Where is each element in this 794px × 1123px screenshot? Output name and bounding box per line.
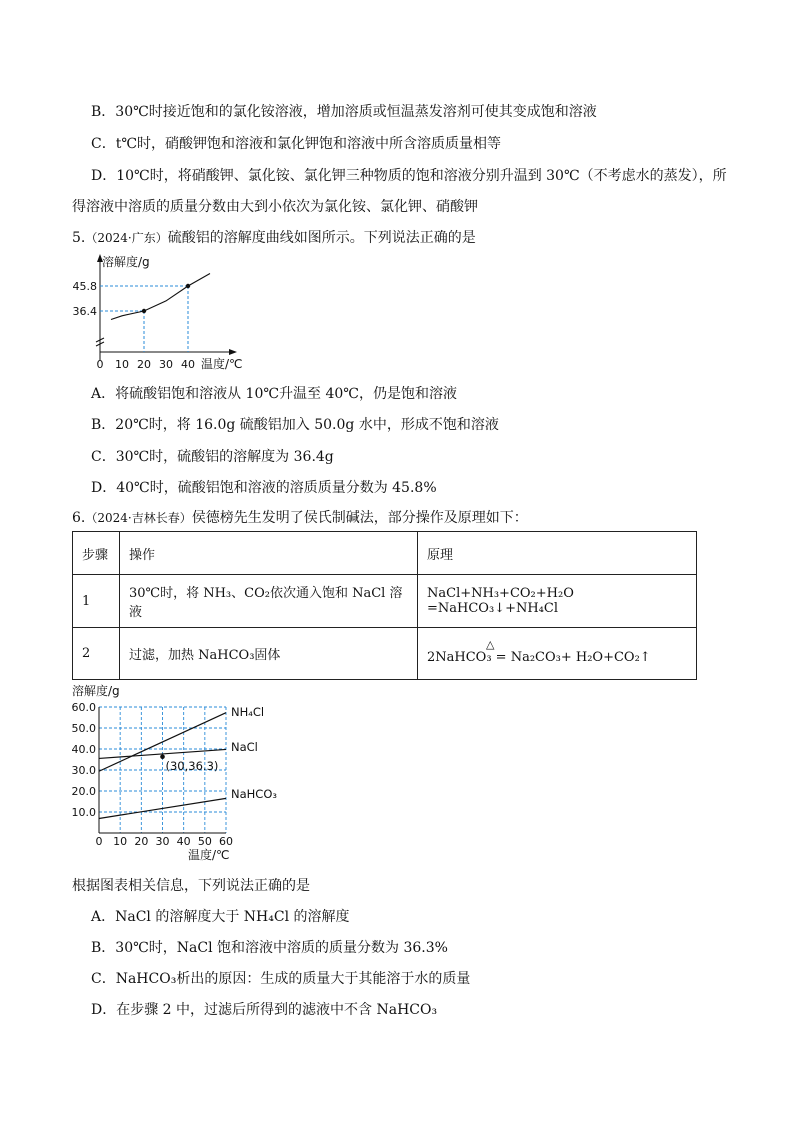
chart-al2so43-solubility bbox=[72, 250, 260, 375]
c1-x-tick-label: 20 bbox=[137, 358, 151, 371]
q5-option-c: C．30℃时，硫酸铝的溶解度为 36.4g bbox=[91, 449, 334, 465]
q6-option-d: D．在步骤 2 中，过滤后所得到的滤液中不含 NaHCO₃ bbox=[91, 1002, 438, 1018]
q6-option-c: C．NaHCO₃析出的原因：生成的质量大于其能溶于水的质量 bbox=[91, 971, 471, 987]
c2-x-tick-label: 10 bbox=[113, 835, 128, 848]
c1-y-tick-label: 45.8 bbox=[72, 279, 97, 293]
c2-x-tick-label: 60 bbox=[219, 835, 233, 848]
row1-step: 1 bbox=[73, 575, 120, 628]
q5-option-b: B．20℃时，将 16.0g 硫酸铝加入 50.0g 水中，形成不饱和溶液 bbox=[91, 417, 499, 433]
c2-y-label: 溶解度/g bbox=[72, 684, 120, 698]
c1-x-tick-label: 30 bbox=[159, 358, 173, 371]
q6-option-b: B．30℃时，NaCl 饱和溶液中溶质的质量分数为 36.3% bbox=[91, 940, 448, 956]
q6-steps-table bbox=[72, 531, 697, 680]
q6-option-a: A．NaCl 的溶解度大于 NH₄Cl 的溶解度 bbox=[91, 909, 350, 925]
q5-stem bbox=[72, 227, 476, 247]
row2-step: 2 bbox=[73, 628, 120, 680]
c2-series-line bbox=[99, 798, 226, 818]
c2-series-label: NaHCO₃ bbox=[231, 787, 277, 801]
c2-x-tick-label: 0 bbox=[95, 835, 103, 848]
c2-x-tick-label: 50 bbox=[197, 835, 212, 848]
q6-number: 6. bbox=[72, 510, 86, 526]
c1-x-tick-label: 40 bbox=[181, 358, 195, 371]
row2-principle bbox=[418, 628, 697, 680]
c1-x-arrow bbox=[229, 349, 237, 355]
c2-y-tick-label: 30.0 bbox=[71, 764, 96, 777]
c1-x-label: 温度/℃ bbox=[201, 357, 243, 371]
c2-series-label: NaCl bbox=[231, 740, 258, 754]
c2-y-tick-label: 20.0 bbox=[71, 785, 96, 798]
c2-annotation-label: (30,36.3) bbox=[165, 758, 219, 773]
q6-prompt: 根据图表相关信息，下列说法正确的是 bbox=[72, 878, 310, 894]
q6-stem bbox=[72, 507, 528, 527]
heating-condition: △ bbox=[486, 638, 495, 651]
q4-option-d-line1: D．10℃时，将硝酸钾、氯化铵、氯化钾三种物质的饱和溶液分别升温到 30℃（不考虑水的蒸发），所 bbox=[91, 168, 727, 184]
q6-question: 侯德榜先生发明了侯氏制碱法，部分操作及原理如下： bbox=[191, 510, 528, 526]
c1-point bbox=[142, 309, 146, 313]
q5-question: 硫酸铝的溶解度曲线如图所示。下列说法正确的是 bbox=[167, 230, 476, 246]
c2-annotation-point bbox=[160, 754, 165, 759]
c2-x-tick-label: 30 bbox=[155, 835, 170, 848]
q5-number: 5. bbox=[72, 230, 86, 246]
c1-y-label: 溶解度/g bbox=[102, 255, 150, 269]
c2-x-tick-label: 20 bbox=[134, 835, 149, 848]
c2-x-tick-label: 40 bbox=[176, 835, 191, 848]
row1-operation: 30℃时，将 NH₃、CO₂依次通入饱和 NaCl 溶液 bbox=[120, 575, 418, 628]
c1-point bbox=[186, 284, 190, 288]
c2-x-label: 温度/℃ bbox=[188, 848, 230, 862]
table-row bbox=[73, 628, 697, 680]
c1-y-tick-label: 36.4 bbox=[72, 305, 97, 318]
row2-equation: 2NaHCO₃ = Na₂CO₃+ H₂O+CO₂↑ bbox=[427, 650, 651, 665]
header-principle: 原理 bbox=[418, 532, 697, 575]
q5-option-d: D．40℃时，硫酸铝饱和溶液的溶质质量分数为 45.8% bbox=[91, 480, 437, 496]
header-operation: 操作 bbox=[120, 532, 418, 575]
q4-option-b: B．30℃时接近饱和的氯化铵溶液，增加溶质或恒温蒸发溶剂可使其变成饱和溶液 bbox=[91, 104, 597, 120]
row1-principle: NaCl+NH₃+CO₂+H₂O =NaHCO₃↓+NH₄Cl bbox=[418, 575, 697, 628]
header-step: 步骤 bbox=[73, 532, 120, 575]
c1-curve bbox=[111, 274, 210, 320]
q4-option-d-line2: 得溶液中溶质的质量分数由大到小依次为氯化铵、氯化钾、硝酸钾 bbox=[72, 199, 478, 215]
q5-option-a: A．将硫酸铝饱和溶液从 10℃升温至 40℃，仍是饱和溶液 bbox=[91, 386, 457, 402]
c2-y-tick-label: 60.0 bbox=[71, 701, 96, 714]
c2-y-tick-label: 50.0 bbox=[71, 722, 96, 735]
c2-y-tick-label: 10.0 bbox=[71, 806, 96, 819]
row2-operation: 过滤，加热 NaHCO₃固体 bbox=[120, 628, 418, 680]
chart-solubility-three-salts bbox=[66, 683, 296, 863]
q4-option-c: C．t℃时，硝酸钾饱和溶液和氯化钾饱和溶液中所含溶质质量相等 bbox=[91, 136, 501, 152]
c2-y-tick-label: 40.0 bbox=[71, 743, 96, 756]
c1-x-tick-label: 0 bbox=[96, 358, 104, 371]
c1-x-tick-label: 10 bbox=[115, 358, 129, 371]
table-row bbox=[73, 575, 697, 628]
q5-source: （2024·广东） bbox=[85, 231, 168, 245]
c2-series-label: NH₄Cl bbox=[231, 705, 265, 719]
q6-source: （2024·吉林长春） bbox=[85, 511, 192, 525]
table-header-row bbox=[73, 532, 697, 575]
